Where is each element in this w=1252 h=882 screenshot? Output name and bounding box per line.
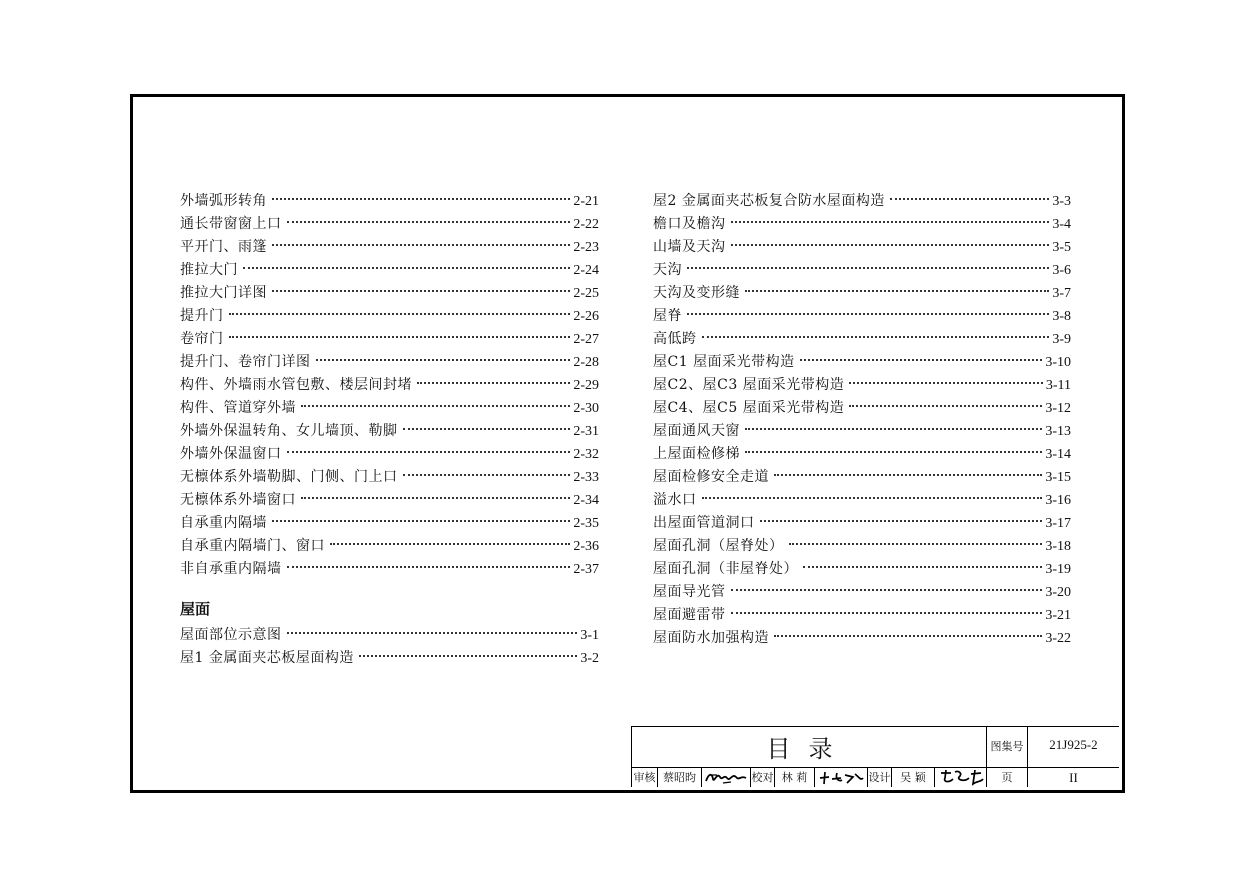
- toc-entry-page: 2-36: [573, 539, 599, 554]
- toc-entry-page: 3-16: [1045, 493, 1071, 508]
- toc-entry-page: 2-31: [573, 424, 599, 439]
- toc-dot-leader: [702, 336, 1050, 338]
- toc-entry: [180, 374, 599, 397]
- toc-entry-title: 上屋面检修梯: [653, 446, 740, 462]
- toc-dot-leader: [774, 474, 1042, 476]
- toc-dot-leader: [272, 244, 570, 246]
- toc-entry: [180, 443, 599, 466]
- toc-entry-page: 3-21: [1045, 608, 1071, 623]
- toc-dot-leader: [243, 267, 570, 269]
- toc-dot-leader: [789, 543, 1043, 545]
- toc-entry: [653, 466, 1071, 489]
- toc-dot-leader: [272, 520, 570, 522]
- toc-entry-page: 2-26: [573, 309, 599, 324]
- toc-entry-page: 3-14: [1045, 447, 1071, 462]
- toc-entry-title: 平开门、雨篷: [180, 239, 267, 255]
- toc-entry-title: 外墙外保温转角、女儿墙顶、勒脚: [180, 423, 398, 439]
- toc-dot-leader: [287, 632, 578, 634]
- toc-entry-title: 外墙弧形转角: [180, 193, 267, 209]
- toc-entry-page: 2-29: [573, 378, 599, 393]
- toc-entry-title: 屋1 金属面夹芯板屋面构造: [180, 650, 354, 666]
- toc-entry: [653, 489, 1071, 512]
- toc-dot-leader: [316, 359, 571, 361]
- toc-entry-title: 推拉大门: [180, 262, 238, 278]
- toc-dot-leader: [745, 428, 1042, 430]
- page-number: II: [1069, 770, 1078, 785]
- toc-entry: [653, 627, 1071, 650]
- toc-entry: [653, 213, 1071, 236]
- toc-dot-leader: [890, 198, 1049, 200]
- design-label: 设计: [868, 771, 891, 784]
- toc-entry: [180, 535, 599, 558]
- toc-dot-leader: [800, 359, 1043, 361]
- toc-entry-title: 构件、管道穿外墙: [180, 400, 296, 416]
- toc-entry-page: 3-15: [1045, 470, 1071, 485]
- toc-entry: [180, 512, 599, 535]
- toc-entry-page: 3-18: [1045, 539, 1071, 554]
- toc-entry: [653, 236, 1071, 259]
- toc-entry: [653, 374, 1071, 397]
- toc-entry: [653, 420, 1071, 443]
- toc-entry-title: 屋C4、屋C5 屋面采光带构造: [653, 400, 845, 416]
- toc-entry-page: 2-21: [573, 194, 599, 209]
- toc-entry-title: 屋面检修安全走道: [653, 469, 769, 485]
- toc-entry-title: 屋2 金属面夹芯板复合防水屋面构造: [653, 193, 885, 209]
- toc-entry-page: 3-10: [1045, 355, 1071, 370]
- toc-entry-title: 檐口及檐沟: [653, 216, 726, 232]
- toc-dot-leader: [687, 313, 1049, 315]
- toc-dot-leader: [272, 198, 570, 200]
- toc-entry-title: 出屋面管道洞口: [653, 515, 755, 531]
- toc-dot-leader: [731, 221, 1050, 223]
- toc-entry: [180, 420, 599, 443]
- toc-entry-page: 2-25: [573, 286, 599, 301]
- toc-entry-title: 通长带窗窗上口: [180, 216, 282, 232]
- toc-dot-leader: [731, 244, 1050, 246]
- toc-entry: [180, 489, 599, 512]
- toc-dot-leader: [731, 612, 1043, 614]
- document-title: 目录: [766, 735, 851, 763]
- toc-entry-page: 2-30: [573, 401, 599, 416]
- toc-entry: [653, 558, 1071, 581]
- atlas-number-label: 图集号: [990, 740, 1024, 753]
- toc-entry: [653, 604, 1071, 627]
- toc-entry-page: 3-12: [1045, 401, 1071, 416]
- toc-entry-page: 3-8: [1052, 309, 1071, 324]
- toc-entry-page: 3-1: [580, 628, 599, 643]
- toc-entry: [180, 397, 599, 420]
- toc-entry-page: 2-28: [573, 355, 599, 370]
- toc-entry-page: 3-6: [1052, 263, 1071, 278]
- review-signature: [703, 769, 749, 786]
- toc-entry-page: 3-2: [580, 651, 599, 666]
- toc-entry-title: 自承重内隔墙: [180, 515, 267, 531]
- toc-dot-leader: [287, 451, 571, 453]
- toc-dot-leader: [417, 382, 570, 384]
- toc-entry: [180, 259, 599, 282]
- toc-entry-title: 屋C2、屋C3 屋面采光带构造: [653, 377, 845, 393]
- toc-entry: [180, 558, 599, 581]
- atlas-number: 21J925-2: [1049, 737, 1098, 752]
- toc-entry-page: 2-37: [573, 562, 599, 577]
- toc-dot-leader: [687, 267, 1049, 269]
- toc-dot-leader: [229, 313, 571, 315]
- toc-entry: [180, 328, 599, 351]
- toc-entry-title: 高低跨: [653, 331, 697, 347]
- toc-entry-title: 屋面通风天窗: [653, 423, 740, 439]
- review-name: 蔡昭昀: [663, 771, 696, 784]
- toc-dot-leader: [403, 474, 571, 476]
- toc-entry-title: 屋面孔洞（非屋脊处）: [653, 561, 798, 577]
- toc-dot-leader: [803, 566, 1042, 568]
- toc-entry-page: 3-13: [1045, 424, 1071, 439]
- toc-entry-page: 2-35: [573, 516, 599, 531]
- toc-dot-leader: [849, 382, 1043, 384]
- toc-entry-title: 屋面避雷带: [653, 607, 726, 623]
- toc-entry: [180, 190, 599, 213]
- toc-dot-leader: [229, 336, 571, 338]
- toc-entry: [653, 190, 1071, 213]
- toc-entry-page: 2-23: [573, 240, 599, 255]
- toc-entry-page: 3-5: [1052, 240, 1071, 255]
- toc-entry-page: 3-19: [1045, 562, 1071, 577]
- toc-entry: [180, 213, 599, 236]
- toc-entry-title: 天沟及变形缝: [653, 285, 740, 301]
- toc-entry-title: 无檩体系外墙窗口: [180, 492, 296, 508]
- toc-entry: [180, 236, 599, 259]
- toc-dot-leader: [330, 543, 570, 545]
- toc-entry: [653, 397, 1071, 420]
- toc-entry-title: 屋脊: [653, 308, 682, 324]
- toc-entry-title: 屋面部位示意图: [180, 627, 282, 643]
- toc-entry: [653, 328, 1071, 351]
- toc-entry: [180, 624, 599, 647]
- toc-entry-title: 屋C1 屋面采光带构造: [653, 354, 795, 370]
- toc-entry-title: 屋面导光管: [653, 584, 726, 600]
- toc-entry-page: 3-9: [1052, 332, 1071, 347]
- toc-entry: [653, 351, 1071, 374]
- review-label: 审核: [633, 771, 656, 784]
- toc-entry-page: 2-32: [573, 447, 599, 462]
- section-heading-roof: 屋面: [180, 600, 211, 618]
- toc-entry-title: 非自承重内隔墙: [180, 561, 282, 577]
- toc-right-column: [653, 190, 1071, 650]
- toc-entry-page: 2-34: [573, 493, 599, 508]
- toc-dot-leader: [301, 405, 570, 407]
- check-signature: [817, 769, 865, 786]
- toc-entry-title: 推拉大门详图: [180, 285, 267, 301]
- toc-entry-page: 3-7: [1052, 286, 1071, 301]
- toc-entry-title: 溢水口: [653, 492, 697, 508]
- toc-entry-page: 2-27: [573, 332, 599, 347]
- toc-entry-title: 屋面防水加强构造: [653, 630, 769, 646]
- toc-entry-page: 2-24: [573, 263, 599, 278]
- toc-entry: [653, 443, 1071, 466]
- toc-entry: [180, 305, 599, 328]
- toc-entry-page: 3-17: [1045, 516, 1071, 531]
- toc-entry-title: 山墙及天沟: [653, 239, 726, 255]
- design-signature: [937, 768, 985, 786]
- toc-dot-leader: [760, 520, 1043, 522]
- toc-dot-leader: [287, 221, 571, 223]
- toc-entry-page: 3-11: [1045, 378, 1071, 393]
- title-block: [631, 726, 1119, 787]
- toc-left-column: [180, 190, 599, 670]
- toc-entry: [653, 512, 1071, 535]
- toc-entry: [653, 305, 1071, 328]
- toc-dot-leader: [745, 290, 1049, 292]
- toc-entry: [653, 581, 1071, 604]
- toc-dot-leader: [359, 655, 577, 657]
- toc-entry-title: 屋面孔洞（屋脊处）: [653, 538, 784, 554]
- toc-dot-leader: [287, 566, 571, 568]
- toc-entry-title: 自承重内隔墙门、窗口: [180, 538, 325, 554]
- toc-entry-page: 2-33: [573, 470, 599, 485]
- check-name: 林 莉: [781, 771, 808, 784]
- toc-dot-leader: [403, 428, 571, 430]
- toc-dot-leader: [731, 589, 1043, 591]
- toc-dot-leader: [774, 635, 1042, 637]
- check-label: 校对: [751, 771, 774, 784]
- page-label: 页: [1001, 771, 1013, 784]
- toc-entry: [180, 282, 599, 305]
- toc-entry: [653, 259, 1071, 282]
- toc-dot-leader: [272, 290, 570, 292]
- toc-entry-page: 3-20: [1045, 585, 1071, 600]
- toc-entry-title: 提升门、卷帘门详图: [180, 354, 311, 370]
- design-name: 吴 颖: [900, 771, 926, 784]
- toc-dot-leader: [301, 497, 570, 499]
- toc-entry-title: 提升门: [180, 308, 224, 324]
- toc-entry: [180, 351, 599, 374]
- toc-entry: [653, 535, 1071, 558]
- toc-dot-leader: [849, 405, 1042, 407]
- toc-dot-leader: [745, 451, 1042, 453]
- toc-entry: [653, 282, 1071, 305]
- toc-dot-leader: [702, 497, 1043, 499]
- toc-entry-title: 构件、外墙雨水管包敷、楼层间封堵: [180, 377, 412, 393]
- toc-entry: [180, 466, 599, 489]
- toc-entry-title: 天沟: [653, 262, 682, 278]
- toc-entry-page: 3-22: [1045, 631, 1071, 646]
- toc-entry-title: 外墙外保温窗口: [180, 446, 282, 462]
- toc-entry-title: 卷帘门: [180, 331, 224, 347]
- toc-entry-page: 3-3: [1052, 194, 1071, 209]
- toc-entry-page: 2-22: [573, 217, 599, 232]
- toc-entry-title: 无檩体系外墙勒脚、门侧、门上口: [180, 469, 398, 485]
- toc-entry-page: 3-4: [1052, 217, 1071, 232]
- toc-entry: [180, 647, 599, 670]
